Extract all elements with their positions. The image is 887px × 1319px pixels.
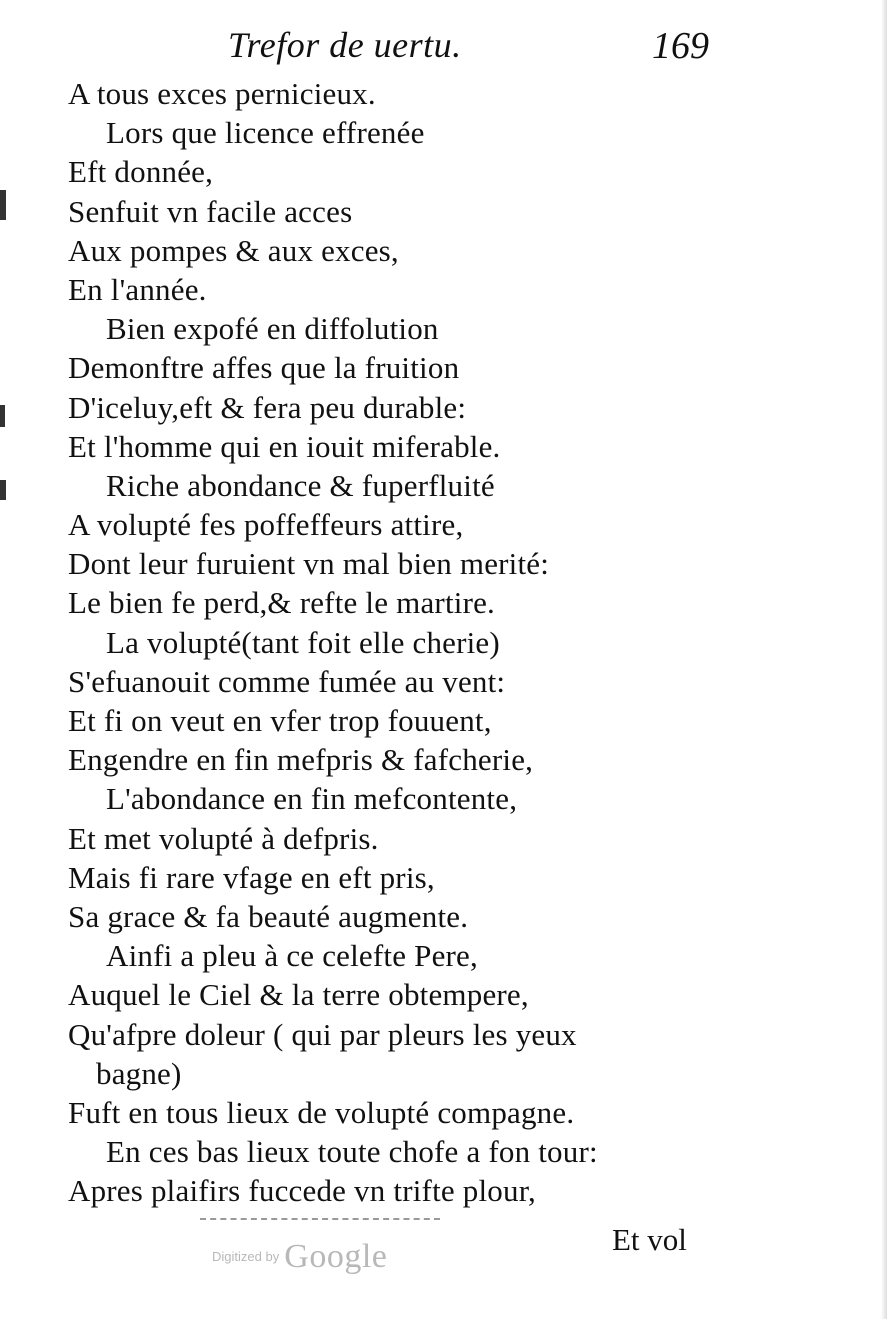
watermark-prefix: Digitized by	[212, 1249, 280, 1264]
poem-text	[68, 74, 728, 1210]
digitization-watermark	[212, 1238, 387, 1276]
text-line: bagne)	[96, 1055, 182, 1091]
text-line: A volupté fes poffeffeurs attire,	[68, 507, 464, 543]
text-line: Dont leur furuient vn mal bien merité:	[68, 546, 550, 582]
text-line: Ainfi a pleu à ce celefte Pere,	[106, 938, 478, 974]
text-line: Bien expofé en diffolution	[106, 311, 439, 347]
text-line: Et l'homme qui en iouit miferable.	[68, 428, 501, 464]
right-page-edge	[881, 0, 887, 1319]
left-edge-mark	[0, 405, 5, 427]
text-line: Auquel le Ciel & la terre obtempere,	[68, 977, 529, 1013]
text-line: Senfuit vn facile acces	[68, 193, 353, 229]
text-line: L'abondance en fin mefcontente,	[106, 781, 518, 817]
text-line: Mais fi rare vfage en eft pris,	[68, 859, 435, 895]
text-line: S'efuanouit comme fumée au vent:	[68, 663, 506, 699]
text-line: D'iceluy,eft & fera peu durable:	[68, 389, 467, 425]
text-line: Le bien fe perd,& refte le martire.	[68, 585, 495, 621]
left-edge-mark	[0, 190, 6, 220]
text-line: Et fi on veut en vfer trop fouuent,	[68, 703, 492, 738]
text-line: Apres plaifirs fuccede vn trifte plour,	[68, 1173, 536, 1209]
watermark-brand: Google	[284, 1238, 388, 1275]
running-title: Trefor de uertu.	[228, 25, 462, 65]
text-line: Fuft en tous lieux de volupté compagne.	[68, 1094, 575, 1130]
text-line: A tous exces pernicieux.	[68, 76, 376, 111]
bottom-rule	[200, 1218, 440, 1220]
page-number: 169	[652, 25, 709, 67]
text-line: En l'année.	[68, 271, 207, 307]
text-line: En ces bas lieux toute chofe a fon tour:	[106, 1134, 598, 1170]
text-line: Eft donnée,	[68, 154, 214, 190]
text-line: Lors que licence effrenée	[106, 115, 425, 151]
text-line: Riche abondance & fuperfluité	[106, 467, 495, 503]
left-edge-mark	[0, 480, 6, 500]
text-line: Engendre en fin mefpris & fafcherie,	[68, 742, 534, 778]
text-line: La volupté(tant foit elle cherie)	[106, 624, 500, 660]
text-line: Et met volupté à defpris.	[68, 820, 379, 856]
text-line: Demonftre affes que la fruition	[68, 350, 460, 386]
catchword: Et vol	[612, 1222, 687, 1257]
page-header	[0, 22, 887, 72]
text-line: Qu'afpre doleur ( qui par pleurs les yeux	[68, 1016, 577, 1052]
text-line: Sa grace & fa beauté augmente.	[68, 898, 469, 934]
text-line: Aux pompes & aux exces,	[68, 232, 399, 268]
